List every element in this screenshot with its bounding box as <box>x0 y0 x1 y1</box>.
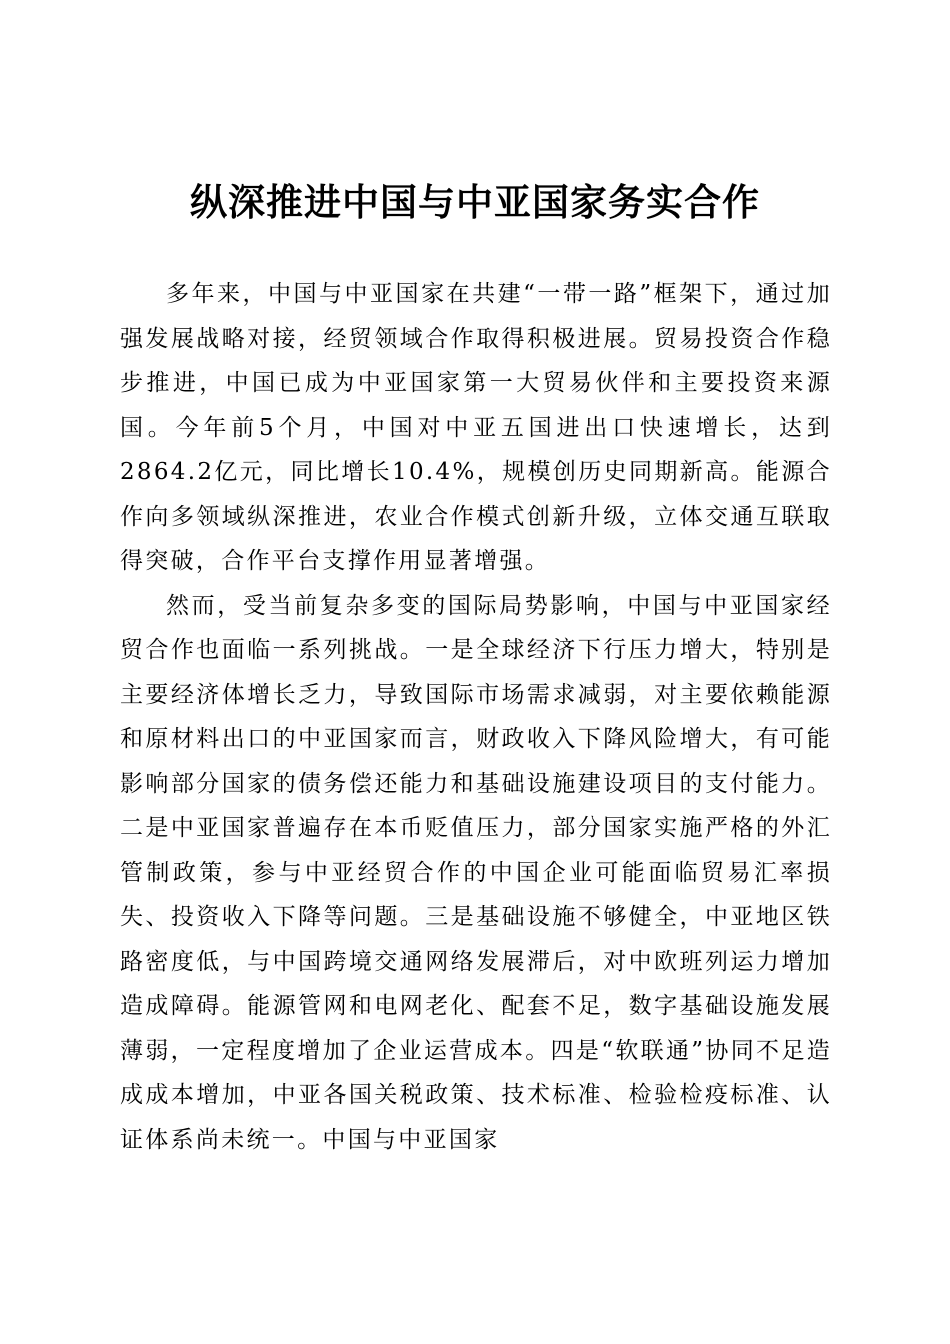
paragraph-1: 多年来，中国与中亚国家在共建“一带一路”框架下，通过加强发展战略对接，经贸领域合作取得积极进展。贸易投资合作稳步推进，中国已成为中亚国家第一大贸易伙伴和主要投资来源国。今年前5个月，中国对中亚五国进出口快速增长，达到2864.2亿元，同比增长10.4%，规模创历史同期新高。能源合作向多领域纵深推进，农业合作模式创新升级，立体交通互联取得突破，合作平台支撑作用显著增强。 <box>120 281 832 574</box>
document-title: 纵深推进中国与中亚国家务实合作 <box>190 180 760 224</box>
paragraph-2: 然而，受当前复杂多变的国际局势影响，中国与中亚国家经贸合作也面临一系列挑战。一是全球经济下行压力增大，特别是主要经济体增长乏力，导致国际市场需求减弱，对主要依赖能源和原材料出口的中亚国家而言，财政收入下降风险增大，有可能影响部分国家的债务偿还能力和基础设施建设项目的支付能力。二是中亚国家普遍存在本币贬值压力，部分国家实施严格的外汇管制政策，参与中亚经贸合作的中国企业可能面临贸易汇率损失、投资收入下降等问题。三是基础设施不够健全，中亚地区铁路密度低，与中国跨境交通网络发展滞后，对中欧班列运力增加造成障碍。能源管网和电网老化、配套不足，数字基础设施发展薄弱，一定程度增加了企业运营成本。四是“软联通”协同不足造成成本增加，中亚各国关税政策、技术标准、检验检疫标准、认证体系尚未统一。中国与中亚国家 <box>120 592 832 1153</box>
document-body <box>120 272 832 1162</box>
